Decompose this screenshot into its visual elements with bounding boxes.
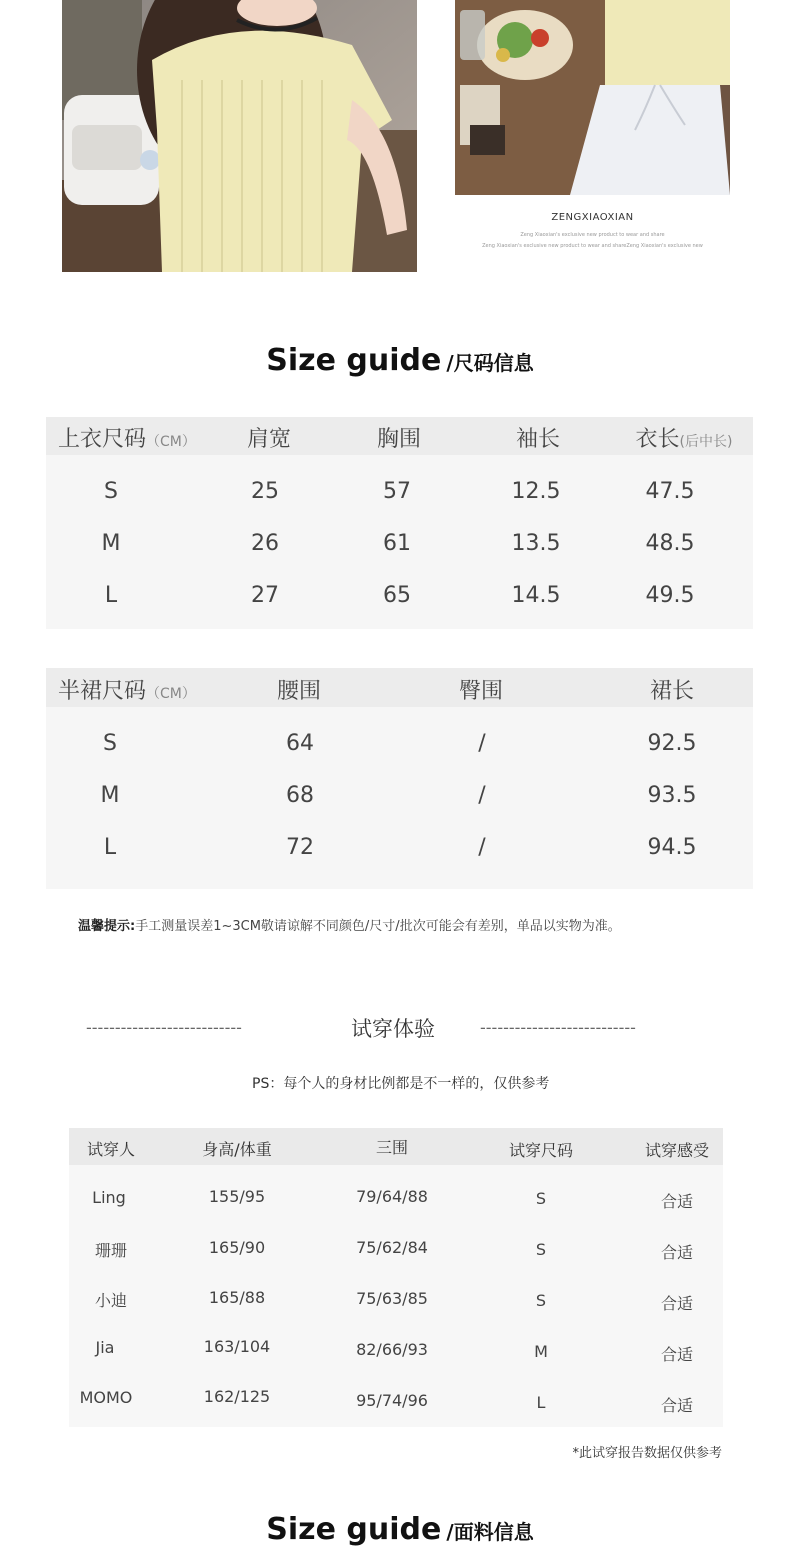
skirt-cell: / (478, 835, 486, 860)
skirt-cell: 64 (286, 731, 314, 756)
size-guide-subtitle: /尺码信息 (446, 351, 534, 375)
top-cell: 61 (383, 531, 411, 556)
top-cell: 14.5 (511, 583, 561, 608)
tip-label: 温馨提示: (78, 919, 136, 934)
tryon-cell: 合适 (660, 1396, 694, 1415)
top-header-shoulder: 肩宽 (246, 427, 292, 452)
tryon-cell: S (535, 1291, 547, 1310)
fabric-heading (0, 1512, 800, 1547)
tryon-table (69, 1128, 723, 1427)
tryon-header-size: 试穿尺码 (508, 1141, 574, 1160)
top-cell: 25 (251, 479, 279, 504)
tryon-cell: 165/90 (208, 1238, 266, 1257)
top-row-size: S (104, 479, 118, 504)
size-guide-heading (0, 343, 800, 378)
tryon-title: 试穿体验 (351, 1017, 435, 1041)
product-photo-right (455, 0, 730, 195)
top-cell: 12.5 (511, 479, 561, 504)
tryon-cell: 165/88 (208, 1288, 266, 1307)
measurement-tip (78, 915, 621, 934)
tryon-note: *此试穿报告数据仅供参考 (572, 1446, 722, 1461)
top-header-size: 上衣尺码（CM） (58, 427, 196, 452)
top-header-sleeve: 袖长 (515, 427, 561, 452)
skirt-cell: / (478, 731, 486, 756)
skirt-cell: 93.5 (647, 783, 697, 808)
tryon-cell: M (534, 1342, 548, 1361)
divider-left: --------------------------- (86, 1018, 242, 1037)
tryon-cell: Jia (95, 1338, 115, 1357)
top-header-bust: 胸围 (376, 427, 422, 452)
tryon-cell: Ling (92, 1188, 126, 1207)
tryon-cell: 小迪 (94, 1291, 128, 1310)
tryon-cell: S (535, 1240, 547, 1259)
tryon-cell: S (535, 1189, 547, 1208)
top-cell: 13.5 (511, 531, 561, 556)
tryon-cell: 155/95 (208, 1187, 266, 1206)
skirt-cell: 68 (286, 783, 314, 808)
fabric-subtitle: /面料信息 (446, 1520, 534, 1544)
skirt-header-size: 半裙尺码（CM） (58, 679, 196, 704)
tryon-cell: 75/62/84 (356, 1238, 428, 1257)
skirt-cell: 72 (286, 835, 314, 860)
top-cell: 48.5 (645, 531, 695, 556)
tryon-cell: 95/74/96 (356, 1391, 428, 1410)
tip-text: 手工测量误差1~3CM敬请谅解不同颜色/尺寸/批次可能会有差别，单品以实物为准。 (135, 919, 621, 934)
tryon-cell: L (536, 1393, 546, 1412)
skirt-row-size: M (100, 783, 120, 808)
tryon-header-measurements: 三围 (375, 1138, 409, 1157)
tryon-header-feel: 试穿感受 (644, 1141, 710, 1160)
tryon-cell: 珊珊 (94, 1241, 128, 1260)
top-cell: 47.5 (645, 479, 695, 504)
divider-right: --------------------------- (480, 1018, 636, 1037)
top-size-table (46, 417, 753, 629)
brand-tagline-1: Zeng Xiaoxian's exclusive new product to wear and share (520, 232, 665, 238)
top-cell: 27 (251, 583, 279, 608)
size-guide-title: Size guide (266, 343, 442, 378)
tryon-header-height-weight: 身高/体重 (202, 1140, 272, 1159)
tryon-header-person: 试穿人 (86, 1140, 136, 1159)
skirt-header-length: 裙长 (649, 679, 695, 704)
brand-tagline-2: Zeng Xiaoxian's exclusive new product to wear and shareZeng Xiaoxian's exclusive new (482, 243, 703, 249)
tryon-ps: PS：每个人的身材比例都是不一样的，仅供参考 (252, 1076, 550, 1092)
skirt-header-hip: 臀围 (458, 679, 504, 704)
top-header-length: 衣长(后中长) (635, 427, 733, 452)
top-cell: 49.5 (645, 583, 695, 608)
skirt-cell: 94.5 (647, 835, 697, 860)
brand-name: ZENGXIAOXIAN (551, 212, 634, 223)
skirt-header-waist: 腰围 (276, 679, 322, 704)
tryon-cell: 162/125 (203, 1387, 271, 1406)
tryon-cell: 75/63/85 (356, 1289, 428, 1308)
tryon-cell: 163/104 (203, 1337, 271, 1356)
tryon-cell: 合适 (660, 1192, 694, 1211)
tryon-cell: 79/64/88 (356, 1187, 428, 1206)
top-cell: 57 (383, 479, 411, 504)
skirt-row-size: S (103, 731, 117, 756)
skirt-size-table (46, 668, 753, 889)
top-cell: 65 (383, 583, 411, 608)
tryon-cell: 合适 (660, 1243, 694, 1262)
tryon-cell: 合适 (660, 1294, 694, 1313)
skirt-cell: / (478, 783, 486, 808)
tryon-cell: 82/66/93 (356, 1340, 428, 1359)
top-cell: 26 (251, 531, 279, 556)
skirt-cell: 92.5 (647, 731, 697, 756)
fabric-title: Size guide (266, 1512, 442, 1547)
top-row-size: M (101, 531, 121, 556)
tryon-cell: MOMO (79, 1388, 133, 1407)
tryon-cell: 合适 (660, 1345, 694, 1364)
product-photo-left (62, 0, 417, 272)
skirt-row-size: L (103, 835, 117, 860)
top-row-size: L (104, 583, 118, 608)
